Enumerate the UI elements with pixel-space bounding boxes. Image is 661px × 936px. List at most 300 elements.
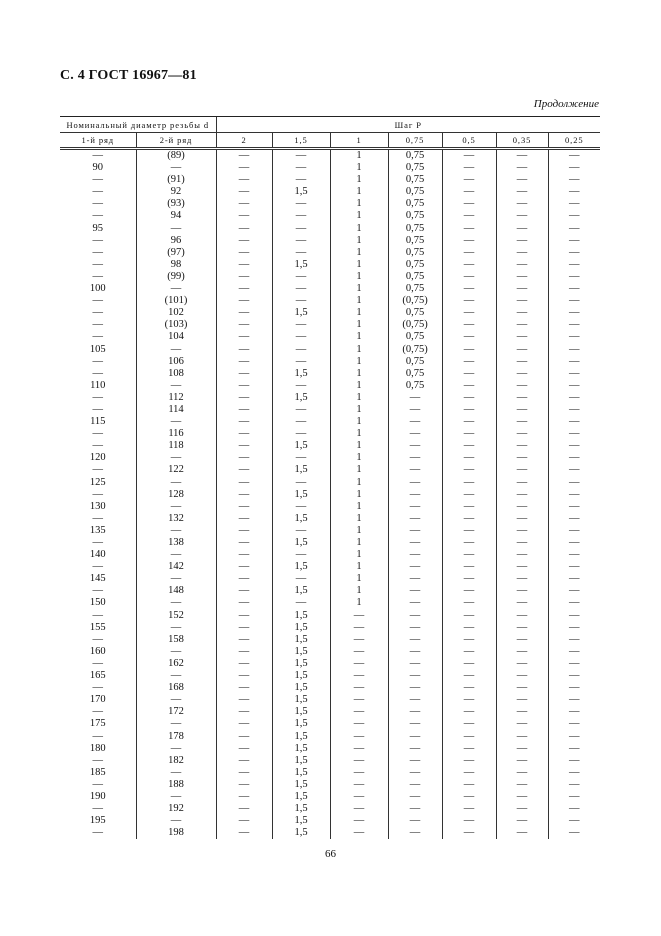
table-cell: — [330,791,388,803]
table-cell: — [496,525,548,537]
table-cell: — [136,718,216,730]
table-cell: — [388,791,442,803]
table-cell: — [496,380,548,392]
table-cell: — [548,622,600,634]
table-row [60,779,600,791]
table-cell: 1,5 [272,186,330,198]
table-cell: — [496,186,548,198]
table-cell: — [442,259,496,271]
table-cell: — [330,755,388,767]
table-cell: — [272,344,330,356]
table-cell: — [330,815,388,827]
table-cell: — [330,634,388,646]
table-cell: — [442,271,496,283]
table-cell: — [92,827,103,839]
table-cell: 1,5 [272,368,330,380]
table-cell: — [548,404,600,416]
table-cell: — [496,464,548,476]
table-cell: 1,5 [272,561,330,573]
table-cell: — [442,731,496,743]
table-cell: — [442,368,496,380]
table-cell: 130 [89,500,106,512]
table-cell: — [136,380,216,392]
table-cell: — [442,295,496,307]
table-cell: — [496,706,548,718]
table-cell: — [496,561,548,573]
table-cell: — [548,210,600,222]
table-cell: 1,5 [272,489,330,501]
table-cell: — [548,585,600,597]
table-cell: 150 [89,597,106,609]
table-cell: 1 [330,477,388,489]
table-cell: — [548,549,600,561]
table-cell: — [388,743,442,755]
table-cell: — [548,827,600,839]
table-cell: — [442,513,496,525]
table-cell: — [216,162,272,174]
table-cell: — [272,452,330,464]
table-cell: — [272,149,330,163]
table-row [60,174,600,186]
table-cell: — [272,356,330,368]
table-cell: — [388,585,442,597]
table-cell: — [136,223,216,235]
table-cell: — [216,307,272,319]
col-header-pitch-1-5: 1,5 [272,133,330,149]
table-cell: 1 [330,223,388,235]
table-cell: — [92,585,103,597]
table-cell: — [548,307,600,319]
table-cell: — [496,331,548,343]
table-cell: 1 [330,404,388,416]
table-cell: 128 [136,489,216,501]
table-cell: 110 [90,379,106,391]
table-cell: — [388,755,442,767]
table-cell: — [216,791,272,803]
table-cell: (0,75) [388,295,442,307]
table-cell: — [136,549,216,561]
table-cell: — [330,779,388,791]
table-cell: — [496,646,548,658]
table-cell: 1 [330,319,388,331]
table-cell: 0,75 [388,210,442,222]
table-cell: — [496,731,548,743]
table-cell: — [330,767,388,779]
table-cell: — [442,622,496,634]
table-cell: — [496,440,548,452]
table-cell: — [92,488,103,500]
table-cell: — [216,634,272,646]
table-cell: — [92,270,103,282]
col-header-pitch-0-25: 0,25 [548,133,600,149]
table-cell: — [136,283,216,295]
table-cell: 1,5 [272,694,330,706]
table-cell: — [496,307,548,319]
continued-label: Продолжение [533,98,599,110]
table-cell: 0,75 [388,198,442,210]
table-cell: — [388,658,442,670]
table-cell: 132 [136,513,216,525]
table-cell: — [496,319,548,331]
table-cell: — [136,525,216,537]
table-cell: (89) [136,149,216,163]
table-cell: — [92,186,103,198]
col-header-pitch-0-75: 0,75 [388,133,442,149]
table-cell: 1 [330,537,388,549]
table-cell: — [496,295,548,307]
table-cell: — [548,368,600,380]
table-cell: 98 [136,259,216,271]
table-row [60,743,600,755]
table-cell: — [216,525,272,537]
table-cell: — [388,525,442,537]
table-cell: — [442,380,496,392]
table-cell: 1,5 [272,815,330,827]
table-cell: 0,75 [388,271,442,283]
table-cell: 1,5 [272,670,330,682]
table-cell: 1,5 [272,585,330,597]
table-cell: — [136,791,216,803]
table-cell: — [388,537,442,549]
table-cell: 1 [330,489,388,501]
table-row [60,815,600,827]
table-cell: — [216,198,272,210]
table-cell: — [92,512,103,524]
table-cell: — [92,706,103,718]
table-row [60,235,600,247]
table-cell: — [496,537,548,549]
table-cell: 178 [136,731,216,743]
table-cell: — [92,295,103,307]
col-header-pitch-1: 1 [330,133,388,149]
table-cell: — [92,754,103,766]
col-header-pitch-2: 2 [216,133,272,149]
table-cell: — [496,827,548,839]
table-cell: — [442,344,496,356]
table-cell: — [136,162,216,174]
table-cell: — [272,501,330,513]
table-cell: — [548,392,600,404]
table-cell: 170 [89,694,106,706]
table-cell: — [548,331,600,343]
table-cell: — [272,477,330,489]
table-cell: — [548,380,600,392]
table-cell: 1 [330,283,388,295]
table-cell: — [442,198,496,210]
table-row [60,658,600,670]
table-cell: — [496,549,548,561]
table-cell: — [272,271,330,283]
table-row [60,392,600,404]
table-cell: — [216,464,272,476]
table-cell: — [548,743,600,755]
table-cell: 168 [136,682,216,694]
table-cell: — [216,477,272,489]
table-cell: 145 [89,573,106,585]
table-cell: — [272,428,330,440]
table-cell: — [92,657,103,669]
table-cell: 104 [136,331,216,343]
table-cell: — [388,464,442,476]
table-cell: — [216,174,272,186]
table-cell: 160 [89,645,106,657]
table-cell: 1,5 [272,743,330,755]
table-cell: — [496,149,548,163]
table-cell: — [388,549,442,561]
table-cell: 0,75 [388,186,442,198]
table-cell: — [216,416,272,428]
table-cell: — [442,162,496,174]
table-cell: — [548,682,600,694]
table-cell: — [442,803,496,815]
table-cell: — [388,489,442,501]
table-cell: 1 [330,585,388,597]
table-cell: — [496,682,548,694]
table-cell: — [272,404,330,416]
table-cell: — [548,356,600,368]
table-cell: — [216,319,272,331]
table-cell: — [216,755,272,767]
table-cell: 162 [136,658,216,670]
table-cell: — [442,561,496,573]
table-cell: — [496,162,548,174]
table-cell: — [216,368,272,380]
table-cell: 142 [136,561,216,573]
table-cell: 102 [136,307,216,319]
table-cell: — [548,525,600,537]
table-cell: 120 [89,452,106,464]
table-cell: 140 [89,549,106,561]
table-cell: — [442,404,496,416]
table-row [60,210,600,222]
table-cell: — [496,271,548,283]
table-cell: 1,5 [272,646,330,658]
table-cell: — [442,767,496,779]
table-cell: 155 [89,621,106,633]
col-header-row2: 2-й ряд [136,133,216,149]
table-cell: — [442,464,496,476]
table-cell: — [548,718,600,730]
table-cell: — [496,743,548,755]
table-cell: — [548,513,600,525]
table-cell: — [496,694,548,706]
table-cell: — [442,694,496,706]
table-cell: — [216,247,272,259]
table-row [60,706,600,718]
table-cell: 1 [330,368,388,380]
table-cell: — [216,658,272,670]
table-cell: — [272,162,330,174]
table-cell: — [136,501,216,513]
table-cell: — [272,380,330,392]
table-cell: 172 [136,706,216,718]
table-cell: — [92,174,103,186]
table-cell: — [216,767,272,779]
table-cell: 190 [89,790,106,802]
table-cell: — [216,344,272,356]
table-row [60,803,600,815]
table-row [60,791,600,803]
table-cell: 106 [136,356,216,368]
table-row [60,537,600,549]
table-cell: — [496,477,548,489]
table-cell: — [216,670,272,682]
table-row [60,827,600,839]
table-cell: 158 [136,634,216,646]
table-cell: (0,75) [388,319,442,331]
table-cell: — [442,585,496,597]
table-cell: — [216,428,272,440]
table-row [60,477,600,489]
table-cell: — [548,428,600,440]
group-header-row [60,117,600,133]
table-cell: 1 [330,501,388,513]
table-row [60,319,600,331]
table-cell: — [330,670,388,682]
table-cell: — [496,634,548,646]
table-cell: 1,5 [272,731,330,743]
table-cell: 1,5 [272,706,330,718]
table-cell: — [388,392,442,404]
table-cell: — [92,464,103,476]
table-cell: — [548,440,600,452]
table-cell: — [496,610,548,622]
table-cell: 1 [330,549,388,561]
table-cell: 0,75 [388,307,442,319]
table-cell: — [548,295,600,307]
table-row [60,452,600,464]
table-cell: — [136,622,216,634]
table-cell: — [442,573,496,585]
table-cell: 138 [136,537,216,549]
table-row [60,259,600,271]
table-cell: — [548,452,600,464]
table-cell: 0,75 [388,331,442,343]
table-cell: 1 [330,416,388,428]
table-cell: 0,75 [388,356,442,368]
table-cell: 1,5 [272,610,330,622]
table-cell: — [442,682,496,694]
table-cell: — [496,501,548,513]
table-cell: — [496,658,548,670]
table-cell: — [136,573,216,585]
table-cell: — [496,428,548,440]
table-cell: 1,5 [272,767,330,779]
table-cell: — [442,743,496,755]
table-cell: — [216,610,272,622]
table-cell: 1,5 [272,827,330,839]
table-cell: — [272,295,330,307]
table-cell: — [330,718,388,730]
table-cell: — [216,682,272,694]
table-cell: — [272,210,330,222]
table-row [60,573,600,585]
table-cell: 90 [92,162,103,174]
table-row [60,489,600,501]
table-cell: — [272,283,330,295]
table-cell: — [216,597,272,609]
table-cell: — [442,610,496,622]
table-row [60,271,600,283]
table-cell: 1 [330,525,388,537]
table-cell: — [548,319,600,331]
table-cell: — [548,658,600,670]
table-cell: — [388,477,442,489]
table-cell: 185 [89,766,106,778]
table-cell: 96 [136,235,216,247]
table-cell: — [442,356,496,368]
table-cell: — [548,646,600,658]
table-row [60,634,600,646]
table-cell: — [548,235,600,247]
table-cell: — [92,403,103,415]
table-cell: 192 [136,803,216,815]
table-cell: — [388,767,442,779]
table-cell: 0,75 [388,174,442,186]
table-cell: 1 [330,186,388,198]
table-cell: — [216,585,272,597]
table-cell: — [496,597,548,609]
table-row [60,428,600,440]
table-cell: — [442,283,496,295]
table-cell: — [442,755,496,767]
table-row [60,682,600,694]
table-cell: 1 [330,307,388,319]
table-cell: — [272,174,330,186]
table-cell: — [442,307,496,319]
thread-pitch-table [60,116,600,839]
table-row [60,356,600,368]
table-cell: — [216,235,272,247]
table-cell: 1,5 [272,440,330,452]
table-cell: — [388,440,442,452]
table-cell: 0,75 [388,247,442,259]
table-cell: 1 [330,392,388,404]
table-cell: 1 [330,440,388,452]
table-cell: — [548,501,600,513]
table-cell: — [272,319,330,331]
table-cell: — [442,597,496,609]
table-cell: — [388,670,442,682]
table-cell: — [216,283,272,295]
table-cell: — [496,452,548,464]
header-pitch: Шаг P [216,117,600,133]
table-row [60,223,600,235]
table-cell: — [92,331,103,343]
table-cell: — [216,223,272,235]
table-cell: — [496,210,548,222]
table-cell: — [272,416,330,428]
table-cell: 105 [89,343,106,355]
table-cell: 100 [89,283,106,295]
table-cell: — [272,549,330,561]
table-cell: — [442,210,496,222]
table-cell: 1 [330,210,388,222]
table-cell: — [216,622,272,634]
table-cell: — [548,162,600,174]
table-cell: — [388,682,442,694]
table-cell: — [92,682,103,694]
table-cell: — [330,622,388,634]
table-cell: — [442,706,496,718]
table-cell: — [136,416,216,428]
table-cell: 92 [136,186,216,198]
table-cell: — [388,803,442,815]
table-cell: 1,5 [272,513,330,525]
table-cell: — [136,815,216,827]
table-cell: — [92,367,103,379]
table-cell: — [548,198,600,210]
